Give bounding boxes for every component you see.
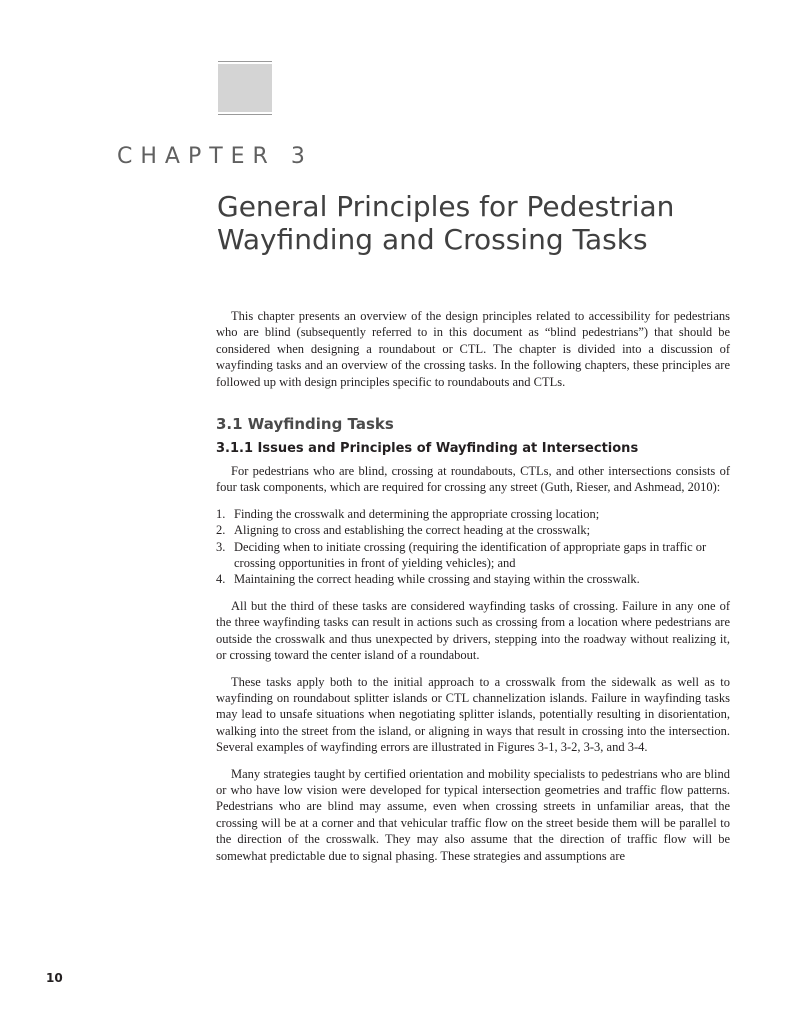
list-item-number: 1. bbox=[216, 506, 226, 521]
list-item-number: 4. bbox=[216, 572, 226, 587]
list-item bbox=[216, 571, 730, 587]
list-item-text: Finding the crosswalk and determining the appropriate crossing location; bbox=[234, 506, 600, 521]
paragraph-2: All but the third of these tasks are considered wayfinding tasks of crossing. Failure in any one of the three wayfinding tasks can result in actions such as crossing from a location where pedestrians are outside the crosswalk and thus unexpected by drivers, stepping into the roadway without realizing it, or crossing toward the center island of a roundabout. bbox=[216, 598, 730, 663]
page-number: 10 bbox=[46, 971, 63, 985]
task-list bbox=[216, 506, 730, 588]
list-item-text: Aligning to cross and establishing the correct heading at the crosswalk; bbox=[234, 523, 591, 538]
paragraph-1: For pedestrians who are blind, crossing at roundabouts, CTLs, and other intersections consists of four task components, which are required for crossing any street (Guth, Rieser, and Ashmead, 2010): bbox=[216, 464, 730, 495]
paragraph-4: Many strategies taught by certified orientation and mobility specialists to pedestrians who are blind or who have low vision were developed for typical intersection geometries and traffic flow patterns. Pedestrians who are blind may assume, even when crossing streets in unfamiliar areas, that the crossing will be at a corner and that vehicular traffic flow on the street beside them will be parallel to the direction of the crosswalk. They may also assume that the direction of traffic flow will be somewhat predictable due to signal phasing. These strategies and assumptions are bbox=[216, 766, 730, 863]
list-item-number: 2. bbox=[216, 523, 226, 538]
chapter-label: CHAPTER 3 bbox=[117, 144, 313, 169]
list-item bbox=[216, 539, 730, 572]
chapter-title: General Principles for Pedestrian Wayfinding and Crossing Tasks bbox=[217, 190, 675, 256]
list-item-number: 3. bbox=[216, 539, 226, 554]
chapter-mark-block bbox=[218, 64, 272, 112]
intro-paragraph: This chapter presents an overview of the design principles related to accessibility for pedestrians who are blind (subsequently referred to in this document as “blind pedestrians”) that should be considered when designing a roundabout or CTL. The chapter is divided into a discussion of wayfinding tasks and an overview of the crossing tasks. In the following chapters, these principles are followed up with design principles specific to roundabouts and CTLs. bbox=[216, 309, 730, 389]
chapter-mark-rule-bottom bbox=[218, 114, 272, 115]
list-item bbox=[216, 522, 730, 538]
list-item bbox=[216, 506, 730, 522]
chapter-mark-rule-top bbox=[218, 61, 272, 62]
list-item-text: Maintaining the correct heading while crossing and staying within the crosswalk. bbox=[234, 572, 640, 587]
section-heading: 3.1 Wayfinding Tasks bbox=[216, 415, 394, 434]
subsection-heading: 3.1.1 Issues and Principles of Wayfinding at Intersections bbox=[216, 441, 639, 457]
body-content bbox=[216, 308, 730, 874]
paragraph-3: These tasks apply both to the initial approach to a crosswalk from the sidewalk as well as to wayfinding on roundabout splitter islands or CTL channelization islands. Failure in wayfinding tasks may lead to unsafe situations when negotiating splitter islands, potentially resulting in disorientation, walking into the street from the island, or aligning in ways that result in crossing into the intersection. Several examples of wayfinding errors are illustrated in Figures 3-1, 3-2, 3-3, and 3-4. bbox=[216, 674, 730, 755]
list-item-text: Deciding when to initiate crossing (requiring the identification of appropriate gaps in traffic or crossing opportunities in front of yielding vehicles); and bbox=[234, 539, 707, 571]
